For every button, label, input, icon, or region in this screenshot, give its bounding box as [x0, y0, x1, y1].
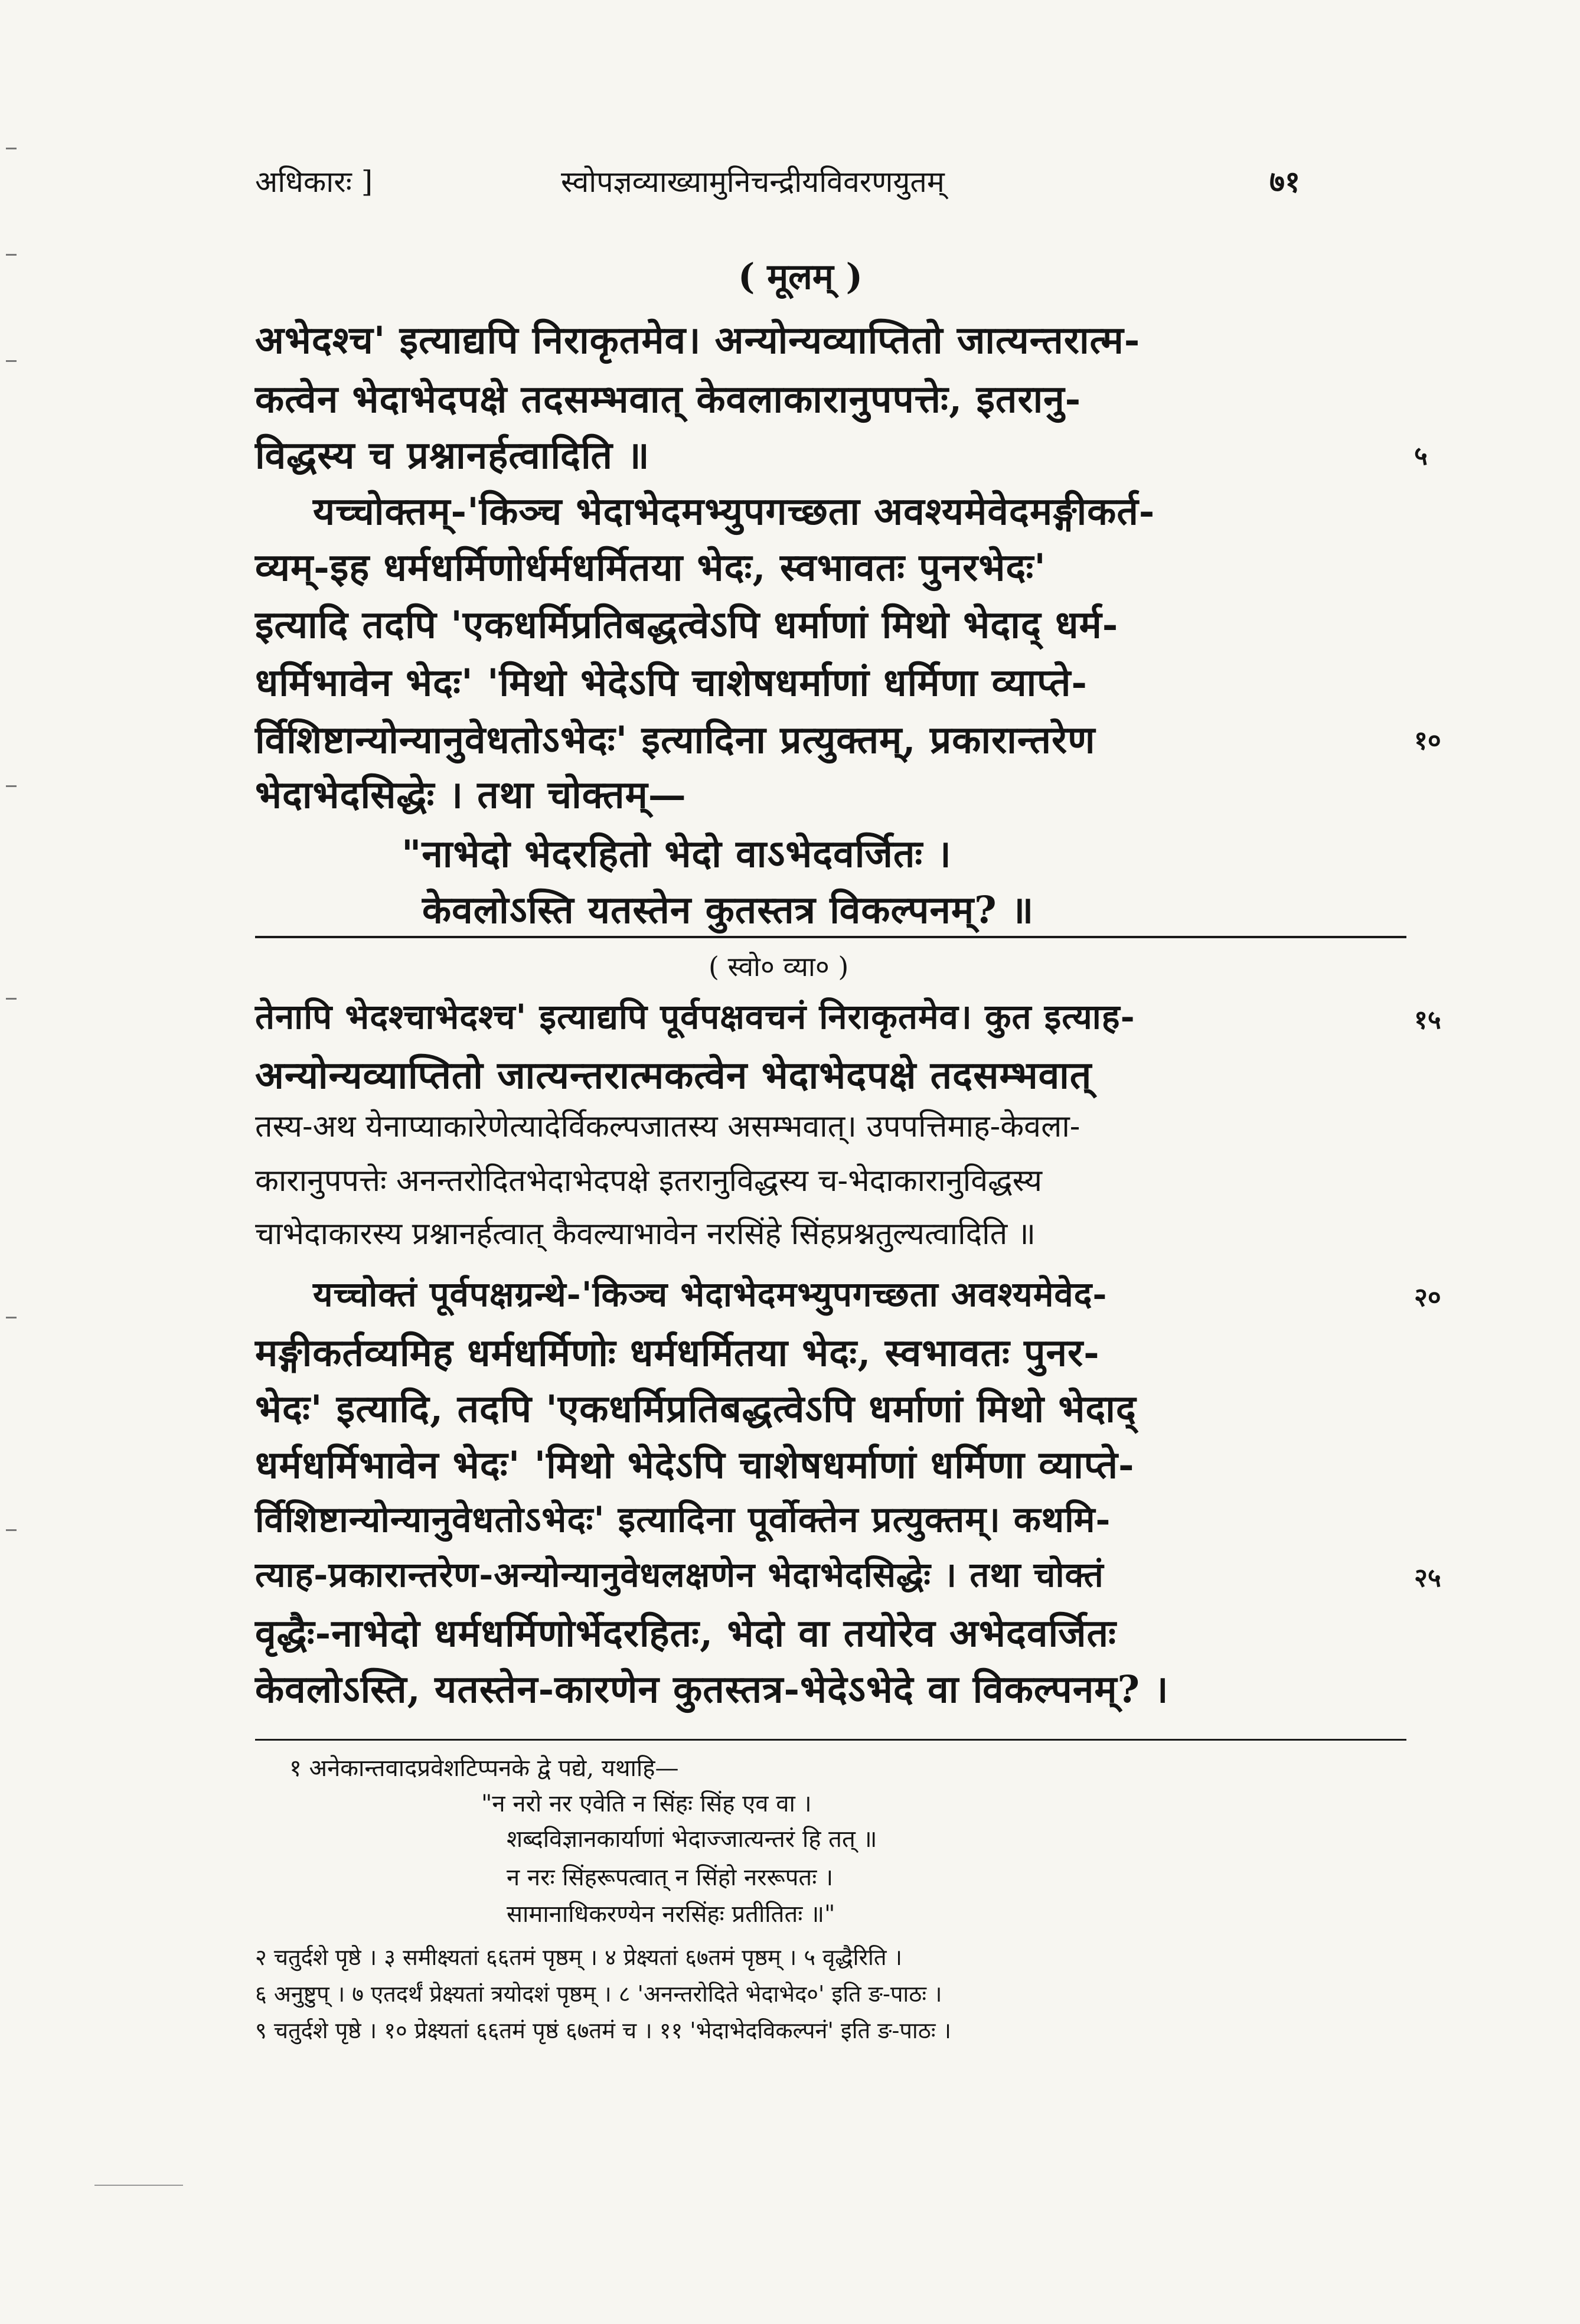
scan-mark: [94, 2185, 183, 2186]
mulam-line: व्यम्-इह धर्मधर्मिणोर्धर्मधर्मितया भेदः, स्वभावतः पुनरभेदः': [255, 546, 1046, 590]
mulam-heading: ( मूलम् ): [738, 256, 863, 298]
commentary-line: वृद्धैः-नाभेदो धर्मधर्मिणोर्भेदरहितः, भेदो वा तयोरेव अभेदवर्जितः: [255, 1611, 1117, 1656]
mulam-line: अभेदश्च' इत्याद्यपि निराकृतमेव। अन्योन्यव्याप्तितो जात्यन्तरात्म-: [255, 318, 1141, 363]
footnote-verse-line: न नरः सिंहरूपत्वात् न सिंहो नररूपतः ।: [507, 1864, 834, 1891]
footnote-1-intro: १ अनेकान्तवादप्रवेशटिप्पनके द्वे पद्ये, यथाहि—: [289, 1755, 679, 1782]
edge-mark: [6, 998, 17, 1000]
edge-mark: [6, 360, 17, 362]
edge-mark: [6, 148, 17, 149]
header-book-title: स्वोपज्ञव्याख्यामुनिचन्द्रीयविवरणयुतम्: [561, 165, 945, 199]
commentary-line: त्याह-प्रकारान्तरेण-अन्योन्यानुवेधलक्षणेन भेदाभेदसिद्धेः । तथा चोक्तं: [255, 1555, 1104, 1595]
footnote-verse-line: "न नरो नर एवेति न सिंहः सिंह एव वा ।: [481, 1790, 812, 1817]
margin-line-number: २०: [1414, 1282, 1441, 1313]
footnote-verse-line: सामानाधिकरण्येन नरसिंहः प्रतीतितः ॥": [507, 1901, 835, 1928]
footnote-divider: [255, 1739, 1406, 1741]
commentary-line: तस्य-अथ येनाप्याकारेणेत्यादेर्विकल्पजातस्य असम्भवात्। उपपत्तिमाह-केवला-: [255, 1109, 1080, 1144]
margin-line-number: १०: [1414, 726, 1441, 756]
edge-mark: [6, 1529, 17, 1531]
page-number: ७१: [1269, 164, 1300, 199]
commentary-line: भेदः' इत्यादि, तदपि 'एकधर्मिप्रतिबद्धत्वेऽपि धर्माणां मिथो भेदाद्: [255, 1387, 1137, 1431]
mulam-verse-line: "नाभेदो भेदरहितो भेदो वाऽभेदवर्जितः ।: [401, 832, 952, 876]
commentary-line: तेनापि भेदश्चाभेदश्च' इत्याद्यपि पूर्वपक्षवचनं निराकृतमेव। कुत इत्याह-: [255, 997, 1135, 1037]
mulam-line: भेदाभेदसिद्धेः । तथा चोक्तम्—: [255, 773, 687, 817]
commentary-line: मङ्गीकर्तव्यमिह धर्मधर्मिणोः धर्मधर्मितया भेदः, स्वभावतः पुनर-: [255, 1331, 1100, 1375]
edge-mark: [6, 785, 17, 787]
section-divider: [255, 936, 1406, 938]
commentary-line: केवलोऽस्ति, यतस्तेन-कारणेन कुतस्तत्र-भेदेऽभेदे वा विकल्पनम्? ।: [255, 1667, 1169, 1712]
commentary-line: चाभेदाकारस्य प्रश्नानर्हत्वात् कैवल्याभावेन नरसिंहे सिंहप्रश्नतुल्यत्वादिति ॥: [255, 1216, 1036, 1252]
margin-line-number: २५: [1414, 1563, 1441, 1593]
edge-mark: [6, 1317, 17, 1318]
footnote-verse-line: शब्दविज्ञानकार्याणां भेदाज्जात्यन्तरं हि तत् ॥: [507, 1826, 877, 1853]
header-section-label: अधिकारः ]: [255, 165, 373, 199]
footnote-row: ९ चतुर्दशे पृष्ठे । १० प्रेक्ष्यतां ६६तमं पृष्ठं ६७तमं च । ११ 'भेदाभेदविकल्पनं' इति ङ-पाठः ।: [255, 2018, 951, 2044]
commentary-line: अन्योन्यव्याप्तितो जात्यन्तरात्मकत्वेन भेदाभेदपक्षे तदसम्भवात्: [255, 1053, 1092, 1098]
mulam-line: विद्धस्य च प्रश्नानर्हत्वादिति ॥: [255, 433, 650, 478]
mulam-line: कत्वेन भेदाभेदपक्षे तदसम्भवात् केवलाकारानुपपत्तेः, इतरानु-: [255, 377, 1082, 422]
mulam-verse-line: केवलोऽस्ति यतस्तेन कुतस्तत्र विकल्पनम्? ॥: [422, 888, 1034, 932]
margin-line-number: ५: [1414, 441, 1428, 471]
commentary-line: कारानुपपत्तेः अनन्तरोदितभेदाभेदपक्षे इतरानुविद्धस्य च-भेदाकारानुविद्धस्य: [255, 1163, 1043, 1199]
mulam-line: र्विशिष्टान्योन्यानुवेधतोऽभेदः' इत्यादिना प्रत्युक्तम्, प्रकारान्तरेण: [255, 718, 1096, 762]
edge-mark: [6, 254, 17, 256]
mulam-line: यच्चोक्तम्-'किञ्च भेदाभेदमभ्युपगच्छता अवश्यमेवेदमङ्गीकर्त-: [313, 489, 1155, 534]
mulam-line: इत्यादि तदपि 'एकधर्मिप्रतिबद्धत्वेऽपि धर्माणां मिथो भेदाद् धर्म-: [255, 603, 1119, 647]
footnote-row: ६ अनुष्टुप् । ७ एतदर्थं प्रेक्ष्यतां त्रयोदशं पृष्ठम् । ८ 'अनन्तरोदिते भेदाभेद०' इति ङ-पाठः ।: [255, 1981, 942, 2007]
mulam-line: धर्मिभावेन भेदः' 'मिथो भेदेऽपि चाशेषधर्माणां धर्मिणा व्याप्ते-: [255, 661, 1088, 705]
margin-line-number: १५: [1414, 1005, 1441, 1035]
commentary-line: र्विशिष्टान्योन्यानुवेधतोऽभेदः' इत्यादिना पूर्वोक्तेन प्रत्युक्तम्। कथमि-: [255, 1499, 1111, 1540]
commentary-line: यच्चोक्तं पूर्वपक्षग्रन्थे-'किञ्च भेदाभेदमभ्युपगच्छता अवश्यमेवेद-: [313, 1274, 1108, 1314]
commentary-line: धर्मधर्मिभावेन भेदः' 'मिथो भेदेऽपि चाशेषधर्माणां धर्मिणा व्याप्ते-: [255, 1443, 1135, 1487]
footnote-row: २ चतुर्दशे पृष्ठे । ३ समीक्ष्यतां ६६तमं पृष्ठम् । ४ प्रेक्ष्यतां ६७तमं पृष्ठम् । ५ वृद्धैरिति ।: [255, 1944, 903, 1970]
commentary-heading: ( स्वो० व्या० ): [709, 951, 849, 983]
